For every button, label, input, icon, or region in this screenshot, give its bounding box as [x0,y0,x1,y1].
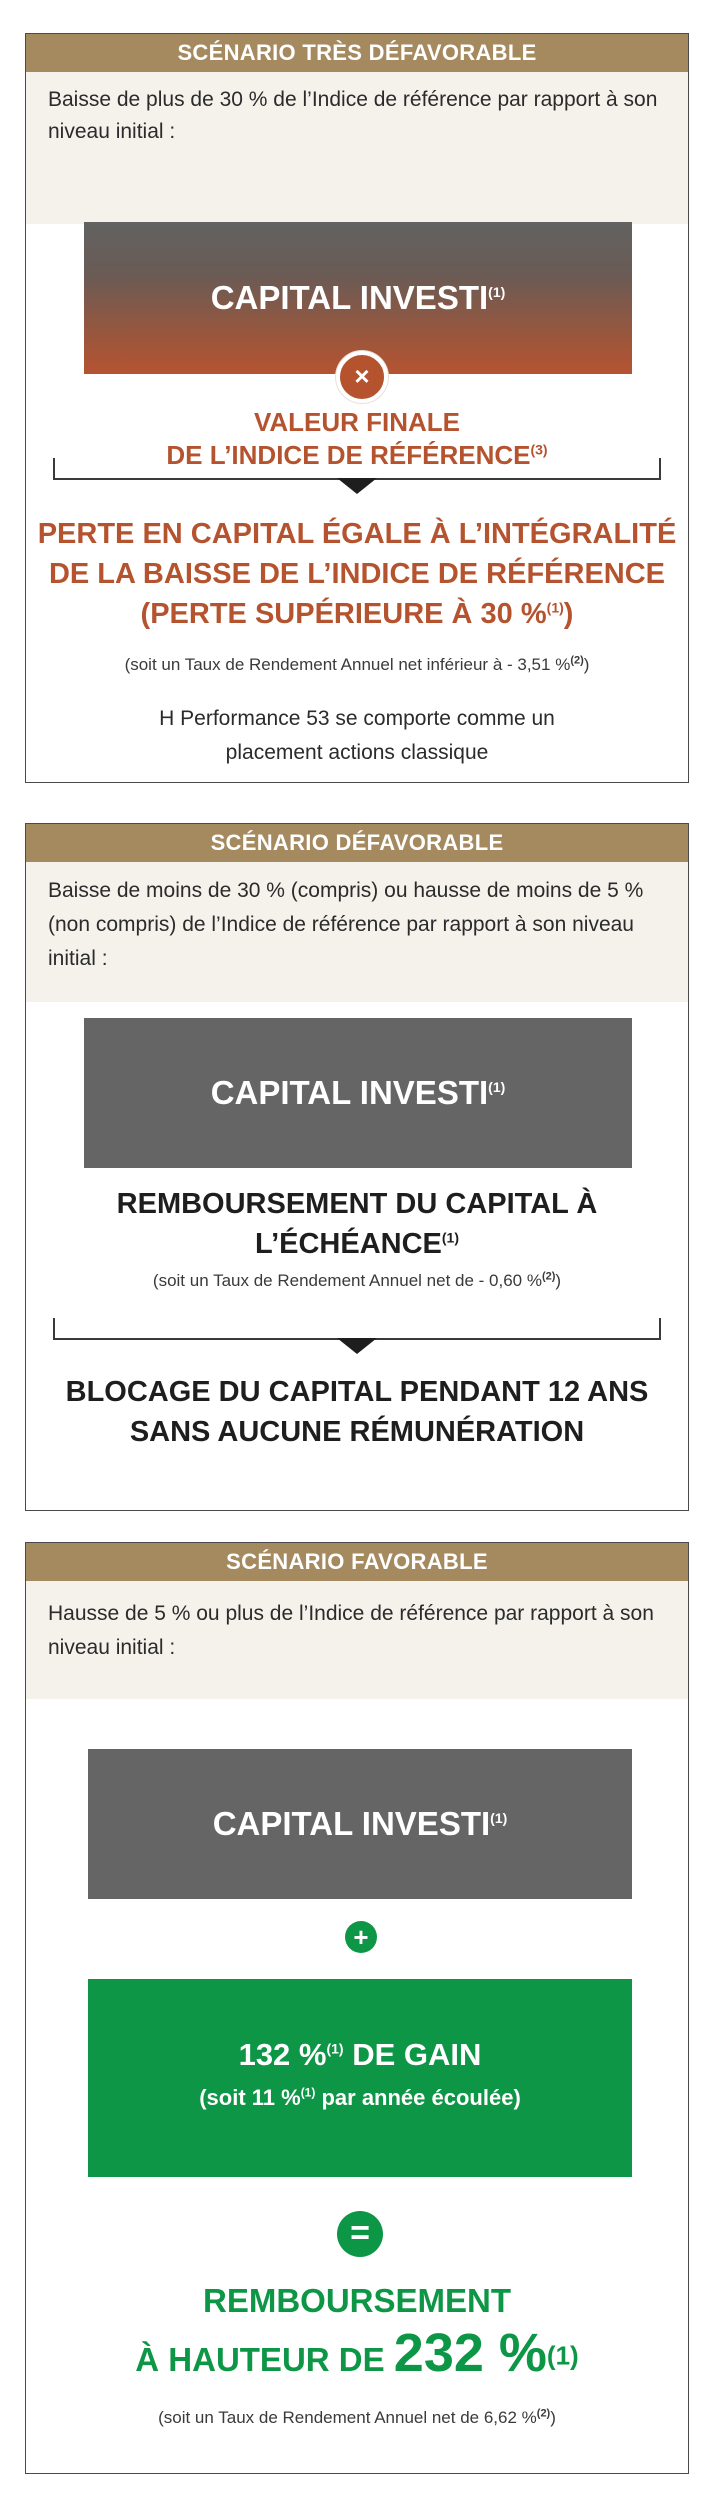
result-bracket [53,1318,661,1340]
result-line3-text: (PERTE SUPÉRIEURE À 30 % [140,598,547,630]
comment-line1: H Performance 53 se comporte comme un [159,707,555,730]
gain-value: 132 % [238,2037,327,2072]
rendement-text: (soit un Taux de Rendement Annuel net de - 0,60 % [152,1271,542,1290]
footnote-ref: (1) [546,2340,579,2371]
result-line2 [26,1224,688,1264]
footnote-ref: (2) [541,1270,556,1283]
blocage-line2: SANS AUCUNE RÉMUNÉRATION [129,1416,585,1448]
result-bracket [53,458,661,480]
comment-line2: placement actions classique [225,741,489,764]
valeur-finale-line1: VALEUR FINALE [253,407,461,437]
rendement-end: ) [583,655,590,674]
perte-capital-result [26,514,688,634]
scenario-description: Hausse de 5 % ou plus de l’Indice de référence par rapport à son niveau initial : [26,1581,688,1699]
gain-sub-text: (soit 11 % [199,2085,301,2110]
footnote-ref: (1) [546,599,564,616]
rendement-note [26,1268,688,1294]
result-line3-end: ) [563,598,574,630]
gain-label: DE GAIN [343,2037,482,2072]
gain-line [88,2035,632,2075]
gain-sub-line [88,2083,632,2113]
result-line2-text: L’ÉCHÉANCE [254,1228,442,1260]
rendement-end: ) [550,2408,556,2427]
capital-investi-box [84,1018,632,1168]
rendement-note [26,2405,688,2431]
result-line1: PERTE EN CAPITAL ÉGALE À L’INTÉGRALITÉ [37,518,677,550]
scenario-favorable-card [25,1542,689,2474]
plus-icon: + [345,1921,377,1953]
rendement-end: ) [555,1271,562,1290]
remb-line1: REMBOURSEMENT [202,2282,511,2319]
arrow-down-icon [337,1338,377,1354]
result-line2: DE LA BAISSE DE L’INDICE DE RÉFÉRENCE [48,558,666,590]
capital-investi-box [88,1749,632,1899]
scenario-description: Baisse de moins de 30 % (compris) ou hausse de moins de 5 % (non compris) de l’Indice de référence par rapport à son niveau initial : [26,862,688,1002]
footnote-ref: (1) [488,1079,506,1095]
footnote-ref: (1) [488,284,506,300]
remb-line2 [26,2323,688,2397]
footnote-ref: (3) [530,441,548,458]
footnote-ref: (2) [536,2407,551,2420]
rendement-text: (soit un Taux de Rendement Annuel net inférieur à - 3,51 % [124,655,571,674]
remboursement-capital-result [26,1184,688,1264]
rendement-note [26,652,688,678]
equals-icon: = [337,2211,383,2257]
multiply-icon: × [336,351,388,403]
result-line3 [26,594,688,634]
capital-investi-label: CAPITAL INVESTI [210,1074,489,1111]
remboursement-hauteur-result [26,2279,688,2397]
footnote-ref: (1) [441,1229,460,1246]
footnote-ref: (1) [326,2040,344,2057]
scenario-tres-defavorable-card [25,33,689,783]
gain-sub-end: par année écoulée) [315,2085,521,2110]
footnote-ref: (1) [300,2085,316,2100]
valeur-finale-text: DE L’INDICE DE RÉFÉRENCE [166,440,531,470]
scenario-header: SCÉNARIO FAVORABLE [26,1543,688,1581]
footnote-ref: (1) [490,1810,508,1826]
capital-investi-label: CAPITAL INVESTI [210,279,489,316]
scenario-description: Baisse de plus de 30 % de l’Indice de référence par rapport à son niveau initial : [26,72,688,224]
blocage-line1: BLOCAGE DU CAPITAL PENDANT 12 ANS [65,1376,649,1408]
result-line1: REMBOURSEMENT DU CAPITAL À [116,1188,598,1220]
footnote-ref: (2) [570,654,584,667]
remb-big-value: 232 % [393,2323,547,2383]
scenario-header: SCÉNARIO TRÈS DÉFAVORABLE [26,34,688,72]
gain-box [88,1979,632,2177]
remb-line2-text: À HAUTEUR DE [135,2341,394,2378]
scenario-defavorable-card [25,823,689,1511]
arrow-down-icon [337,478,377,494]
blocage-capital-result [26,1372,688,1452]
scenario-header: SCÉNARIO DÉFAVORABLE [26,824,688,862]
comportement-comment [26,702,688,770]
capital-investi-label: CAPITAL INVESTI [212,1805,491,1842]
rendement-text: (soit un Taux de Rendement Annuel net de 6,62 % [158,2408,537,2427]
